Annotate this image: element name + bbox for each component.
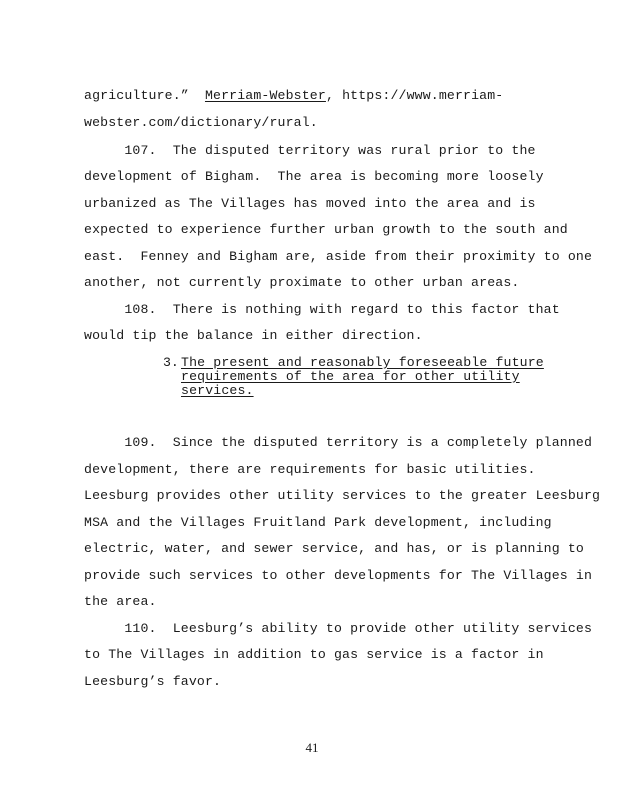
- section-heading-line: services.: [181, 383, 254, 398]
- paragraph-109-line: MSA and the Villages Fruitland Park development, including: [84, 515, 552, 530]
- paragraph-107-line: 107. The disputed territory was rural prior to the: [84, 143, 536, 158]
- paragraph-109-line: provide such services to other developments for The Villages in: [84, 568, 593, 583]
- text-span: , https://www.merriam-: [325, 88, 504, 103]
- citation-source: Merriam-Webster: [204, 88, 326, 103]
- paragraph-107-line: east. Fenney and Bigham are, aside from their proximity to one: [84, 249, 593, 264]
- paragraph-110-line: Leesburg’s favor.: [84, 674, 222, 689]
- paragraph-107-line: urbanized as The Villages has moved into the area and is: [84, 196, 536, 211]
- page-number: 41: [305, 740, 319, 755]
- paragraph-108-line: 108. There is nothing with regard to this factor that: [84, 302, 560, 317]
- text-span: agriculture.”: [84, 88, 205, 103]
- paragraph-107-line: expected to experience further urban growth to the south and: [84, 222, 568, 237]
- section-heading-line: requirements of the area for other utility: [181, 369, 520, 384]
- paragraph-109-line: 109. Since the disputed territory is a completely planned: [84, 435, 593, 450]
- paragraph-110-line: to The Villages in addition to gas service is a factor in: [84, 647, 544, 662]
- paragraph-109-line: the area.: [84, 594, 157, 609]
- text-line: [84, 88, 503, 104]
- paragraph-110-line: 110. Leesburg’s ability to provide other utility services: [84, 621, 593, 636]
- paragraph-108-line: would tip the balance in either direction.: [84, 328, 423, 343]
- paragraph-109-line: development, there are requirements for basic utilities.: [84, 462, 536, 477]
- paragraph-107-line: another, not currently proximate to other urban areas.: [84, 275, 520, 290]
- paragraph-107-line: development of Bigham. The area is becoming more loosely: [84, 169, 544, 184]
- section-heading-line: The present and reasonably foreseeable future: [181, 355, 544, 370]
- section-heading-number: 3.: [163, 355, 179, 370]
- paragraph-109-line: Leesburg provides other utility services to the greater Leesburg: [84, 488, 601, 503]
- text-line: webster.com/dictionary/rural.: [84, 115, 318, 130]
- paragraph-109-line: electric, water, and sewer service, and has, or is planning to: [84, 541, 584, 556]
